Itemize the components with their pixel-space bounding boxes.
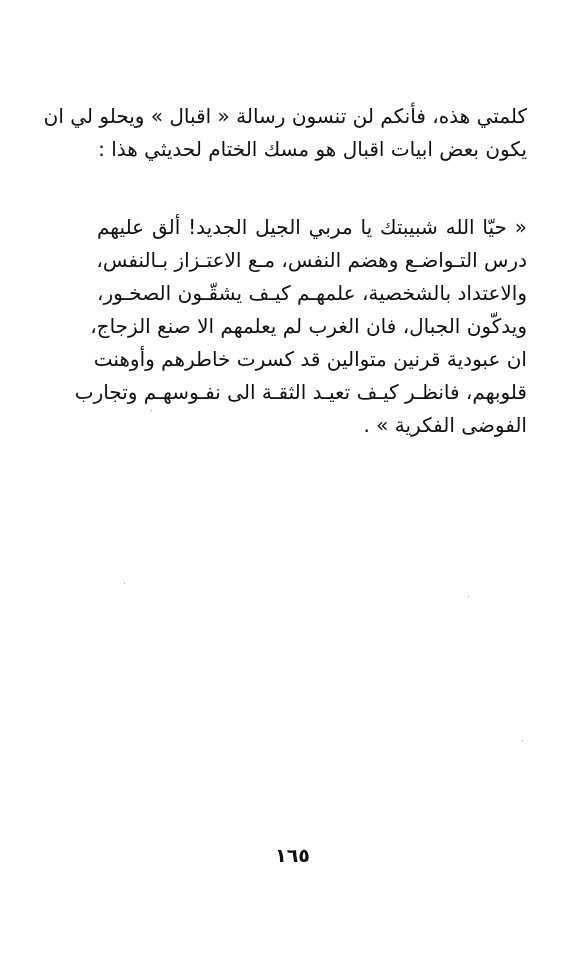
text-line: درس التـواضـع وهضم النفس، مـع الاعتـزاز بـالنفس، [96, 248, 527, 272]
text-line: والاعتداد بالشخصية، علمهـم كيـف يشقّـون الصخـور، [97, 281, 527, 305]
text-line: يكون بعض ابيات اقبال هو مسك الختام لحديثي هذا : [98, 137, 527, 161]
scan-speck [124, 583, 125, 584]
text-line: « حيّا الله شبيبتك يا مربي الجيل الجديد! ألق عليهم [97, 215, 527, 239]
text-line: كلمتي هذه، فأنكم لن تنسون رسالة « اقبال » ويحلو لي ان [43, 104, 527, 128]
intro-paragraph [43, 100, 527, 166]
page-number: ١٦٥ [275, 845, 310, 867]
text-line: الفوضى الفكرية » . [363, 413, 527, 437]
scan-speck [522, 740, 523, 741]
text-line: ان عبودية قرنين متوالين قد كسرت خاطرهم وأوهنت [93, 347, 527, 371]
scan-speck [151, 410, 152, 411]
quote-paragraph [74, 211, 527, 442]
text-line: ويدكّون الجبال، فان الغرب لم يعلمهم الا صنع الزجاج، [90, 314, 527, 338]
scan-speck [468, 596, 469, 597]
text-line: قلوبهم، فانظـر كيـف تعيـد الثقـة الى نفـوسهـم وتجارب [74, 380, 527, 404]
